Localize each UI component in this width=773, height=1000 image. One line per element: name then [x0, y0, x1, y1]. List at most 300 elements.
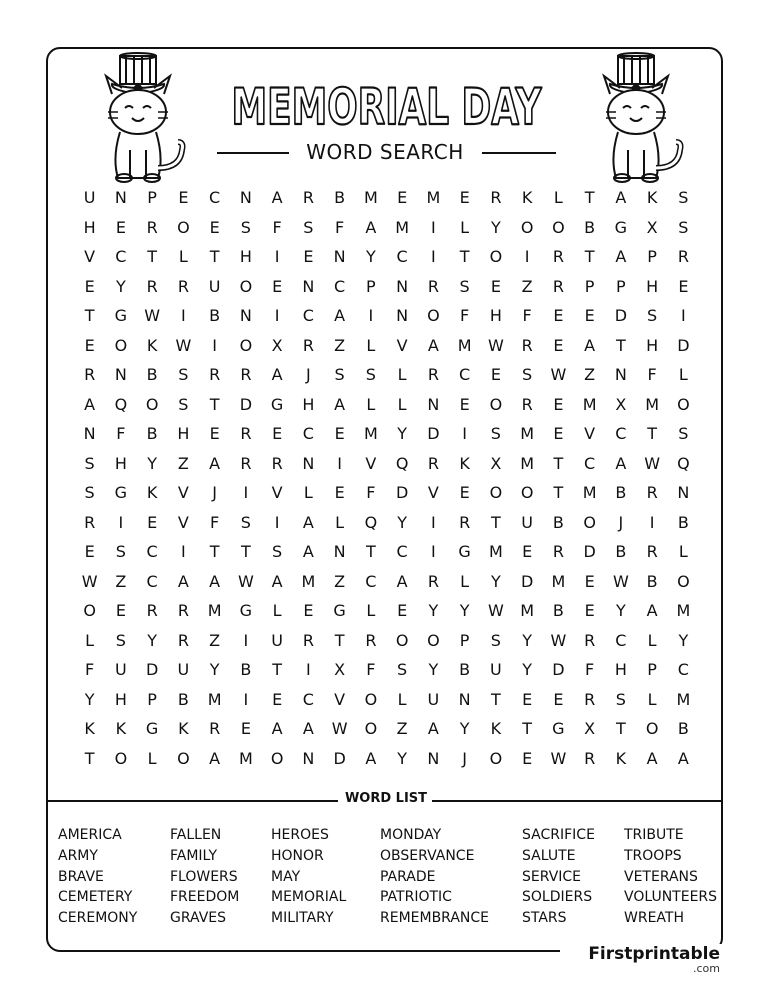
grid-letter: N: [302, 276, 315, 296]
grid-letter: N: [239, 188, 252, 208]
grid-letter: I: [306, 660, 311, 680]
word-list-item: FREEDOM: [170, 889, 240, 906]
grid-letter: I: [181, 306, 186, 326]
grid-letter: U: [177, 660, 190, 680]
grid-letter: E: [272, 424, 283, 444]
page-subtitle: WORD SEARCH: [306, 140, 464, 164]
grid-letter: W: [644, 453, 661, 473]
grid-letter: L: [272, 601, 282, 621]
word-list-item: MONDAY: [380, 827, 442, 843]
grid-letter: E: [553, 424, 564, 444]
grid-row: [74, 537, 699, 567]
grid-letter: M: [551, 571, 566, 591]
grid-letter: P: [147, 689, 157, 709]
grid-letter: C: [146, 542, 158, 562]
grid-letter: E: [490, 276, 501, 296]
grid-letter: W: [612, 571, 629, 591]
grid-letter: T: [584, 247, 595, 267]
grid-letter: W: [144, 306, 161, 326]
grid-letter: O: [364, 689, 378, 709]
grid-letter: H: [83, 217, 96, 237]
grid-letter: O: [520, 217, 534, 237]
grid-letter: Y: [678, 630, 689, 650]
grid-letter: L: [678, 542, 688, 562]
grid-letter: R: [271, 453, 283, 473]
grid-letter: M: [426, 188, 441, 208]
grid-letter: M: [582, 483, 597, 503]
grid-letter: E: [584, 571, 595, 591]
grid-letter: Y: [522, 660, 533, 680]
grid-letter: C: [302, 689, 314, 709]
grid-letter: T: [615, 719, 626, 739]
grid-letter: L: [678, 365, 688, 385]
grid-letter: C: [396, 542, 408, 562]
grid-letter: E: [303, 601, 314, 621]
grid-letter: G: [145, 719, 159, 739]
grid-letter: Y: [147, 630, 158, 650]
grid-letter: V: [396, 335, 408, 355]
grid-letter: C: [459, 365, 471, 385]
grid-row: [74, 626, 699, 656]
grid-letter: M: [520, 424, 535, 444]
grid-letter: L: [397, 394, 407, 414]
grid-letter: E: [272, 276, 283, 296]
grid-letter: O: [677, 571, 690, 591]
word-list-item: OBSERVANCE: [380, 847, 475, 864]
grid-letter: E: [84, 542, 95, 562]
grid-letter: Y: [490, 571, 501, 591]
grid-letter: E: [115, 217, 126, 237]
grid-letter: H: [114, 689, 127, 709]
grid-letter: A: [177, 571, 189, 591]
grid-letter: R: [365, 630, 377, 650]
grid-row: [74, 213, 699, 243]
grid-letter: K: [84, 719, 95, 739]
grid-letter: Y: [490, 217, 501, 237]
grid-row: [74, 714, 699, 744]
grid-letter: R: [584, 748, 596, 768]
grid-letter: E: [178, 188, 189, 208]
grid-letter: A: [646, 748, 658, 768]
grid-letter: T: [459, 247, 470, 267]
grid-letter: S: [678, 188, 689, 208]
grid-letter: H: [614, 660, 627, 680]
grid-letter: I: [431, 542, 436, 562]
word-list-divider-left: [48, 800, 338, 802]
cat-uncle-sam-hat-icon: [596, 50, 686, 190]
grid-letter: S: [397, 660, 408, 680]
grid-letter: O: [114, 335, 128, 355]
word-list-item: SALUTE: [522, 847, 576, 864]
grid-letter: M: [488, 542, 503, 562]
grid-letter: I: [181, 542, 186, 562]
grid-letter: W: [175, 335, 192, 355]
grid-letter: J: [462, 748, 467, 768]
word-list-column: [271, 825, 346, 929]
grid-letter: E: [84, 276, 95, 296]
grid-letter: S: [178, 394, 189, 414]
grid-letter: A: [84, 394, 96, 414]
grid-row: [74, 508, 699, 538]
grid-letter: D: [520, 571, 534, 591]
word-list-title: WORD LIST: [344, 791, 428, 806]
grid-letter: V: [334, 689, 346, 709]
grid-letter: D: [145, 660, 159, 680]
grid-letter: B: [146, 365, 158, 385]
grid-letter: X: [334, 660, 346, 680]
grid-letter: X: [584, 719, 596, 739]
word-list-item: PARADE: [380, 868, 436, 885]
grid-letter: P: [459, 630, 470, 650]
grid-letter: V: [84, 247, 96, 267]
grid-letter: I: [681, 306, 686, 326]
grid-letter: I: [274, 247, 280, 267]
grid-letter: K: [115, 719, 127, 739]
grid-letter: T: [522, 719, 533, 739]
grid-letter: E: [240, 719, 251, 739]
grid-letter: F: [366, 660, 376, 680]
grid-letter: U: [271, 630, 283, 650]
grid-letter: M: [645, 394, 660, 414]
grid-letter: U: [490, 660, 502, 680]
grid-letter: A: [209, 453, 221, 473]
grid-letter: N: [614, 365, 627, 385]
grid-letter: A: [677, 748, 689, 768]
grid-letter: L: [366, 601, 376, 621]
grid-letter: F: [585, 660, 595, 680]
grid-letter: C: [677, 660, 689, 680]
grid-letter: A: [302, 542, 314, 562]
grid-letter: Y: [397, 424, 408, 444]
grid-letter: C: [302, 424, 314, 444]
grid-letter: B: [240, 660, 252, 680]
grid-letter: T: [147, 247, 158, 267]
grid-letter: K: [178, 719, 189, 739]
grid-letter: S: [115, 630, 126, 650]
grid-letter: S: [522, 365, 533, 385]
grid-letter: F: [116, 424, 126, 444]
grid-letter: R: [521, 394, 533, 414]
grid-letter: S: [272, 542, 283, 562]
grid-letter: S: [334, 365, 345, 385]
grid-letter: R: [146, 276, 158, 296]
grid-letter: A: [302, 719, 314, 739]
grid-letter: P: [366, 276, 376, 296]
grid-letter: L: [460, 571, 470, 591]
grid-letter: X: [646, 217, 658, 237]
grid-letter: M: [582, 394, 597, 414]
grid-letter: R: [302, 335, 314, 355]
grid-letter: S: [240, 512, 251, 532]
grid-row: [74, 596, 699, 626]
cat-uncle-sam-hat-icon: [98, 50, 188, 190]
grid-letter: O: [489, 483, 503, 503]
grid-letter: B: [677, 719, 689, 739]
word-list-column: [624, 825, 717, 929]
grid-letter: O: [552, 217, 565, 237]
grid-row: [74, 331, 699, 361]
grid-row: [74, 478, 699, 508]
grid-letter: O: [427, 630, 440, 650]
grid-letter: M: [520, 453, 535, 473]
word-list-column: [170, 825, 239, 929]
grid-letter: R: [552, 247, 564, 267]
grid-letter: T: [490, 689, 501, 709]
grid-letter: Z: [584, 365, 596, 385]
grid-row: [74, 360, 699, 390]
grid-letter: G: [614, 217, 628, 237]
grid-letter: H: [489, 306, 502, 326]
grid-letter: T: [553, 483, 564, 503]
grid-letter: L: [397, 365, 407, 385]
grid-letter: X: [490, 453, 502, 473]
grid-letter: E: [553, 394, 564, 414]
grid-letter: K: [459, 453, 470, 473]
word-list-item: TRIBUTE: [624, 827, 684, 843]
word-list-item: FLOWERS: [170, 868, 238, 885]
word-list-column: [522, 825, 595, 929]
grid-letter: N: [396, 306, 409, 326]
grid-letter: L: [335, 512, 345, 532]
grid-letter: O: [489, 394, 503, 414]
grid-letter: R: [84, 512, 96, 532]
grid-letter: A: [396, 571, 408, 591]
grid-letter: A: [615, 247, 627, 267]
grid-letter: R: [177, 276, 189, 296]
grid-letter: Y: [365, 247, 376, 267]
word-list-item: PATRIOTIC: [380, 889, 452, 906]
grid-letter: J: [306, 365, 311, 385]
grid-letter: E: [522, 542, 533, 562]
grid-letter: O: [520, 483, 534, 503]
grid-letter: W: [81, 571, 98, 591]
grid-letter: R: [427, 276, 439, 296]
grid-letter: O: [83, 601, 96, 621]
grid-letter: C: [615, 630, 627, 650]
grid-letter: S: [115, 542, 126, 562]
grid-letter: N: [458, 689, 471, 709]
grid-letter: R: [459, 512, 471, 532]
grid-letter: M: [238, 748, 253, 768]
grid-letter: L: [647, 630, 657, 650]
grid-letter: Z: [115, 571, 127, 591]
grid-letter: L: [647, 689, 657, 709]
grid-letter: E: [209, 424, 220, 444]
word-list-item: CEREMONY: [58, 910, 138, 927]
grid-letter: M: [207, 601, 222, 621]
grid-letter: H: [177, 424, 190, 444]
grid-letter: L: [303, 483, 313, 503]
grid-letter: S: [365, 365, 376, 385]
grid-letter: Z: [177, 453, 189, 473]
grid-letter: R: [427, 453, 439, 473]
grid-letter: D: [552, 660, 565, 680]
grid-letter: R: [240, 365, 252, 385]
grid-letter: M: [207, 689, 222, 709]
grid-letter: L: [147, 748, 157, 768]
grid-letter: W: [550, 365, 567, 385]
brand-domain: .com: [693, 962, 720, 975]
grid-letter: Z: [334, 571, 346, 591]
grid-letter: D: [427, 424, 440, 444]
grid-letter: G: [458, 542, 471, 562]
word-list-item: SERVICE: [522, 868, 582, 885]
grid-letter: Y: [209, 660, 220, 680]
grid-letter: R: [552, 542, 564, 562]
grid-letter: Q: [677, 453, 690, 473]
grid-letter: D: [583, 542, 596, 562]
grid-letter: L: [460, 217, 470, 237]
grid-letter: M: [520, 601, 535, 621]
grid-letter: O: [239, 276, 253, 296]
grid-letter: S: [490, 630, 501, 650]
grid-letter: A: [584, 335, 596, 355]
word-list-item: VOLUNTEERS: [624, 889, 718, 906]
grid-letter: Y: [397, 512, 408, 532]
grid-letter: E: [584, 601, 595, 621]
grid-letter: N: [333, 247, 346, 267]
grid-letter: R: [584, 630, 596, 650]
grid-letter: N: [302, 748, 315, 768]
grid-letter: V: [584, 424, 596, 444]
grid-letter: Z: [396, 719, 408, 739]
grid-letter: F: [335, 217, 345, 237]
grid-letter: F: [85, 660, 95, 680]
grid-letter: C: [334, 276, 346, 296]
grid-letter: T: [209, 542, 220, 562]
grid-letter: W: [487, 335, 504, 355]
grid-letter: X: [615, 394, 627, 414]
word-list-column: [380, 825, 489, 929]
grid-letter: Q: [364, 512, 378, 532]
grid-letter: D: [333, 748, 346, 768]
grid-letter: R: [209, 719, 221, 739]
grid-letter: Y: [147, 453, 158, 473]
grid-letter: H: [646, 335, 659, 355]
page-title: [200, 72, 573, 134]
grid-letter: A: [271, 719, 283, 739]
grid-letter: M: [457, 335, 472, 355]
grid-letter: P: [647, 247, 657, 267]
word-list: [58, 825, 718, 935]
grid-letter: T: [553, 453, 564, 473]
grid-letter: R: [240, 424, 252, 444]
grid-letter: K: [521, 188, 533, 208]
grid-row: [74, 301, 699, 331]
word-list-item: WREATH: [624, 910, 684, 927]
grid-letter: F: [460, 306, 470, 326]
grid-letter: E: [115, 601, 126, 621]
grid-letter: X: [271, 335, 283, 355]
grid-letter: D: [395, 483, 409, 503]
grid-letter: T: [334, 630, 345, 650]
grid-letter: I: [431, 217, 436, 237]
grid-letter: S: [240, 217, 251, 237]
grid-letter: C: [209, 188, 221, 208]
word-list-item: HEROES: [271, 827, 329, 843]
word-list-item: GRAVES: [170, 910, 226, 927]
word-list-item: CEMETERY: [58, 889, 133, 906]
grid-letter: B: [646, 571, 658, 591]
grid-letter: H: [646, 276, 659, 296]
grid-letter: E: [522, 689, 533, 709]
grid-letter: E: [84, 335, 95, 355]
grid-letter: F: [522, 306, 532, 326]
grid-letter: O: [395, 630, 409, 650]
word-list-item: SACRIFICE: [522, 827, 595, 843]
grid-letter: R: [490, 188, 502, 208]
grid-letter: O: [489, 748, 503, 768]
grid-letter: E: [522, 748, 533, 768]
grid-letter: I: [243, 689, 249, 709]
grid-letter: S: [647, 306, 658, 326]
grid-letter: Z: [521, 276, 533, 296]
grid-letter: R: [646, 483, 658, 503]
grid-letter: U: [208, 276, 221, 296]
grid-letter: T: [209, 247, 220, 267]
grid-letter: Y: [428, 601, 439, 621]
grid-letter: D: [677, 335, 690, 355]
grid-letter: R: [427, 571, 439, 591]
grid-letter: Z: [334, 335, 346, 355]
grid-letter: O: [114, 748, 128, 768]
word-list-item: REMEMBRANCE: [380, 910, 490, 927]
grid-letter: M: [363, 188, 378, 208]
grid-letter: G: [552, 719, 565, 739]
brand-logo: [560, 944, 724, 975]
grid-letter: T: [647, 424, 658, 444]
grid-letter: R: [584, 689, 596, 709]
grid-letter: E: [459, 483, 470, 503]
word-list-item: HONOR: [271, 847, 324, 864]
grid-letter: R: [146, 601, 158, 621]
grid-letter: T: [584, 188, 595, 208]
word-list-item: VETERANS: [624, 868, 698, 885]
grid-letter: R: [646, 542, 658, 562]
grid-letter: E: [678, 276, 689, 296]
grid-letter: Q: [114, 394, 128, 414]
grid-letter: Y: [615, 601, 626, 621]
word-list-item: STARS: [522, 910, 567, 927]
grid-letter: I: [212, 335, 217, 355]
grid-letter: B: [677, 512, 689, 532]
grid-letter: A: [209, 571, 221, 591]
grid-letter: A: [271, 188, 283, 208]
word-list-divider-right: [432, 800, 722, 802]
word-list-item: MAY: [271, 868, 301, 885]
grid-letter: V: [177, 483, 189, 503]
grid-letter: Y: [459, 719, 470, 739]
grid-letter: P: [647, 660, 657, 680]
grid-letter: E: [459, 394, 470, 414]
grid-letter: M: [301, 571, 316, 591]
grid-letter: N: [427, 394, 440, 414]
grid-letter: B: [552, 512, 564, 532]
grid-letter: M: [676, 689, 691, 709]
grid-letter: P: [616, 276, 626, 296]
grid-letter: E: [490, 365, 501, 385]
grid-letter: C: [302, 306, 314, 326]
grid-letter: I: [431, 512, 436, 532]
word-list-item: BRAVE: [58, 868, 104, 885]
grid-letter: O: [270, 748, 284, 768]
grid-letter: I: [462, 424, 467, 444]
grid-letter: V: [365, 453, 377, 473]
grid-letter: O: [177, 748, 190, 768]
grid-letter: K: [490, 719, 502, 739]
grid-letter: E: [272, 689, 283, 709]
grid-letter: R: [84, 365, 96, 385]
